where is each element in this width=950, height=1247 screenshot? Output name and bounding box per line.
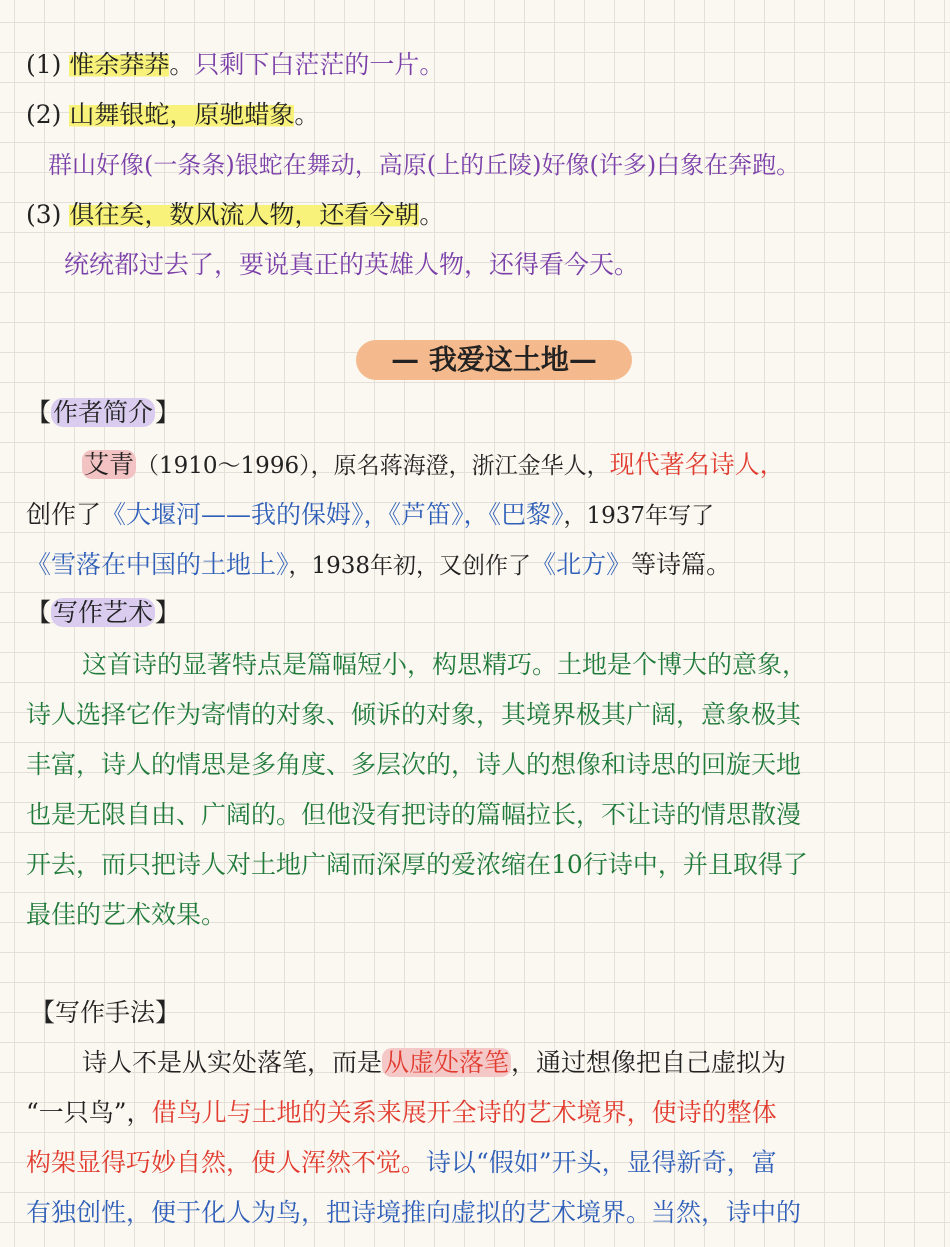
author-name: 艾青 — [84, 450, 135, 479]
art-paragraph-line: 也是无限自由、广阔的。但他没有把诗的篇幅拉长，不让诗的情思散漫 — [26, 800, 802, 829]
bracket-close: 】 — [155, 598, 181, 627]
author-paragraph-line-2 — [26, 498, 714, 533]
author-section-label — [26, 396, 180, 430]
technique-text: ，通过想像把自己虚拟为 — [511, 1048, 787, 1077]
technique-line-1 — [82, 1046, 786, 1080]
works-prefix: 创作了 — [26, 500, 102, 529]
art-paragraph-line: 最佳的艺术效果。 — [26, 900, 227, 929]
punctuation: 。 — [294, 100, 320, 129]
highlighted-phrase: 俱往矣，数风流人物，还看今朝 — [69, 200, 420, 229]
section-title: — 我爱这土地— — [356, 340, 632, 380]
poem-line-3 — [26, 198, 444, 232]
highlighted-phrase: 山舞银蛇，原驰蜡象 — [69, 100, 295, 129]
works-list: 《大堰河——我的保姆》，《芦笛》，《巴黎》 — [101, 500, 564, 529]
technique-red-text: 构架显得巧妙自然，使人浑然不觉。 — [26, 1148, 427, 1177]
label-text: 作者简介 — [53, 398, 154, 427]
works-middle: ，1938年初，又创作了 — [288, 553, 532, 579]
technique-line-3 — [26, 1146, 777, 1180]
item-number: (1) — [26, 50, 70, 79]
art-paragraph-line: 这首诗的显著特点是篇幅短小，构思精巧。土地是个博大的意象， — [82, 650, 808, 679]
bracket-close: 】 — [155, 998, 181, 1027]
author-bio: （1910～1996），原名蒋海澄，浙江金华人， — [136, 453, 610, 479]
bracket-open: 【 — [26, 598, 52, 627]
technique-text: 诗人不是从实处落笔，而是 — [82, 1048, 383, 1077]
label-text: 写作手法 — [55, 998, 156, 1027]
technique-section-label — [30, 996, 180, 1030]
poem-line-2 — [26, 98, 319, 132]
poem-line-1 — [26, 48, 444, 82]
art-paragraph-line: 诗人选择它作为寄情的对象、倾诉的对象，其境界极其广阔，意象极其 — [26, 700, 802, 729]
art-paragraph-line: 丰富，诗人的情思是多角度、多层次的，诗人的想像和诗思的回旋天地 — [26, 750, 802, 779]
work-title: 《雪落在中国的土地上》 — [26, 550, 289, 579]
works-suffix: ，1937年写了 — [563, 503, 715, 529]
bracket-open: 【 — [26, 398, 52, 427]
translation-line-2: 群山好像(一条条)银蛇在舞动，高原(上的丘陵)好像(许多)白象在奔跑。 — [48, 151, 801, 179]
label-text: 写作艺术 — [53, 598, 154, 627]
translation-text: 只剩下白茫茫的一片。 — [194, 50, 445, 79]
author-paragraph-line-3 — [26, 548, 731, 583]
item-number: (3) — [26, 200, 70, 229]
punctuation: 。 — [169, 50, 195, 79]
technique-red-text: 借鸟儿与土地的关系来展开全诗的艺术境界，使诗的整体 — [151, 1098, 777, 1127]
author-paragraph-line-1 — [82, 448, 785, 483]
work-title: 《北方》 — [531, 550, 632, 579]
highlighted-phrase: 惟余莽莽 — [69, 50, 170, 79]
art-section-label — [26, 596, 180, 630]
highlighted-phrase: 从虚处落笔 — [384, 1048, 510, 1077]
item-number: (2) — [26, 100, 70, 129]
technique-line-4: 有独创性，便于化人为鸟，把诗境推向虚拟的艺术境界。当然，诗中的 — [26, 1198, 802, 1227]
art-paragraph-line: 开去，而只把诗人对土地广阔而深厚的爱浓缩在10行诗中，并且取得了 — [26, 850, 808, 879]
bracket-close: 】 — [155, 398, 181, 427]
technique-blue-text: 诗以“假如”开头，显得新奇，富 — [426, 1148, 777, 1177]
translation-line-3: 统统都过去了，要说真正的英雄人物，还得看今天。 — [64, 250, 640, 279]
works-end: 等诗篇。 — [631, 550, 732, 579]
punctuation: 。 — [419, 200, 445, 229]
technique-text: “一只鸟”， — [26, 1098, 152, 1127]
author-title: 现代著名诗人， — [609, 450, 785, 479]
technique-line-2 — [26, 1096, 777, 1130]
bracket-open: 【 — [30, 998, 56, 1027]
